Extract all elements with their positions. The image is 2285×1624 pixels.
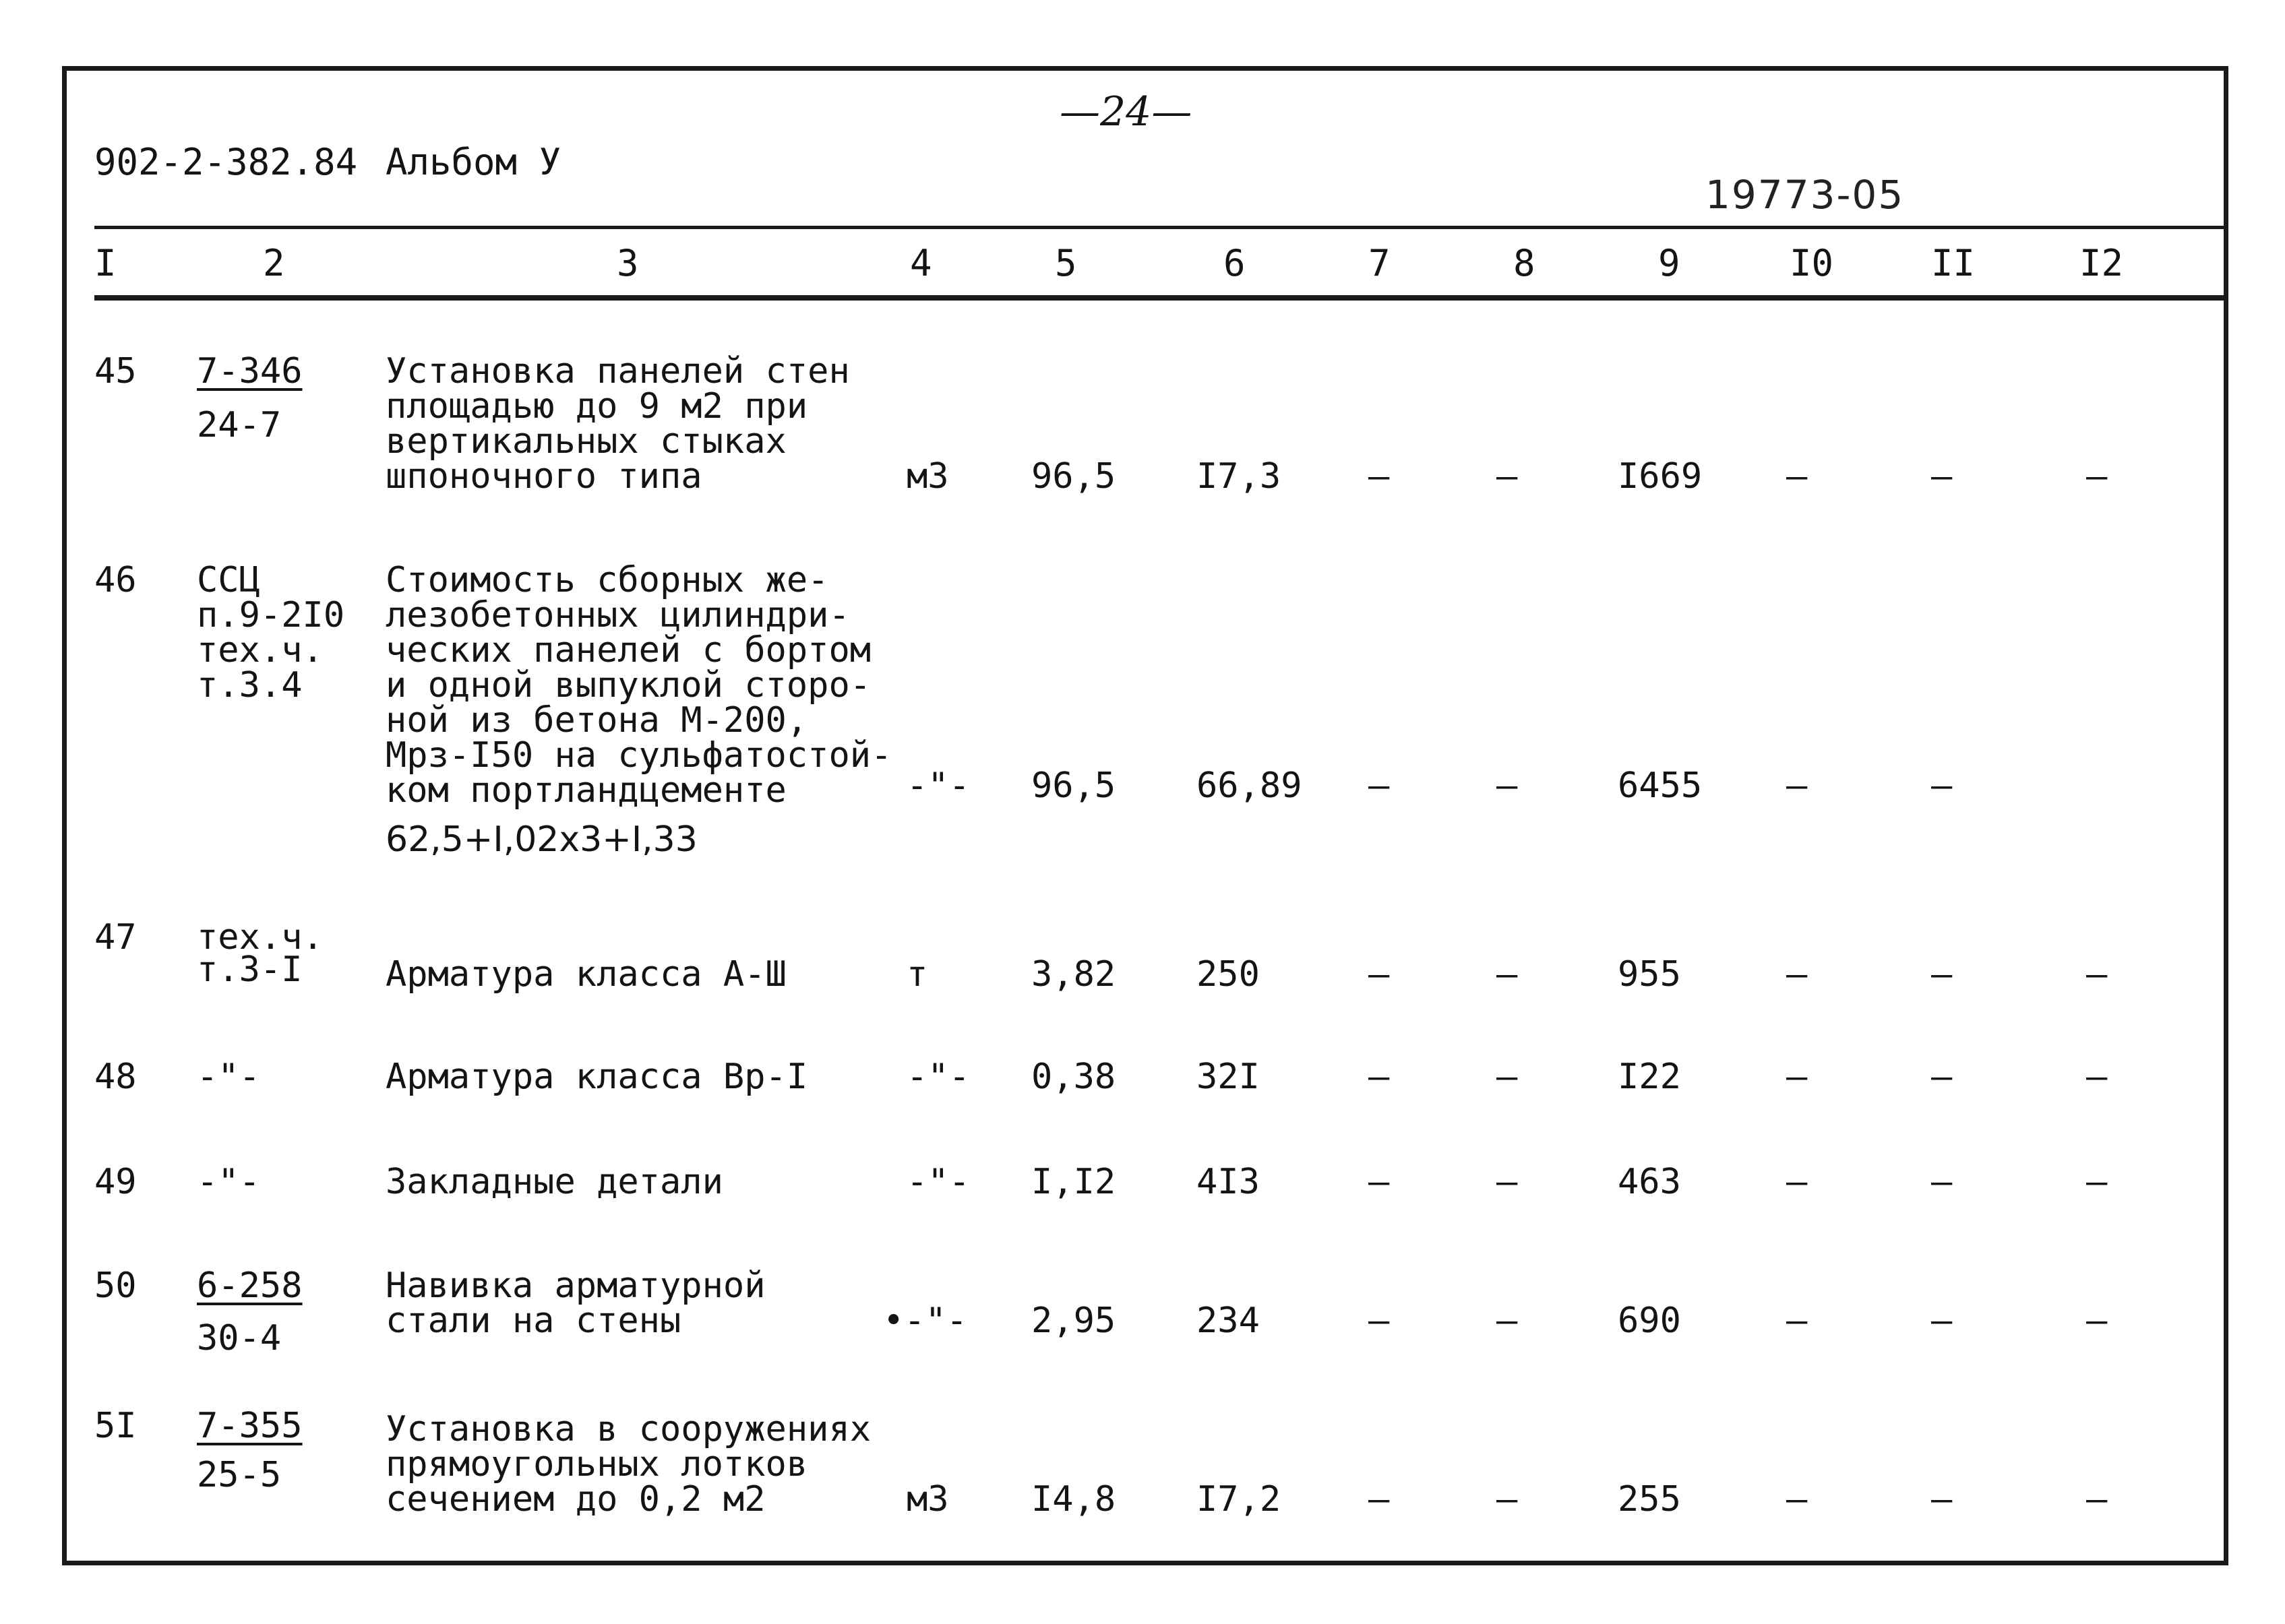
col8-value: – [1496,456,1518,497]
description-line: Мрз-I50 на сульфатостой- [386,735,892,776]
row-number: 50 [94,1266,137,1306]
col7-value: – [1368,1301,1390,1341]
total-cost: I22 [1618,1057,1681,1097]
row-number: 5I [94,1406,137,1446]
col10-value: – [1786,954,1808,995]
col10-value: – [1786,1301,1808,1341]
total-cost: 690 [1618,1301,1681,1341]
registration-number: 19773-05 [1705,172,1905,218]
col-header-3: 3 [617,242,639,284]
ref-code: т.3.4 [197,665,303,706]
ref-code: ССЦ [197,560,260,600]
col-header-11: II [1931,242,1976,284]
total-cost: I669 [1618,456,1703,497]
row-number: 47 [94,917,137,958]
col10-value: – [1786,1057,1808,1097]
col10-value: – [1786,456,1808,497]
unit-price: 4I3 [1196,1162,1260,1202]
col7-value: – [1368,954,1390,995]
col8-value: – [1496,1479,1518,1520]
description-line: Арматура класса Вр-I [386,1057,808,1097]
col12-value: – [2086,1162,2108,1202]
ref-code-sub: 30-4 [197,1318,282,1358]
unit: -"- [907,1162,970,1202]
row-number: 48 [94,1057,137,1097]
quantity: 96,5 [1031,456,1116,497]
ref-code: 7-346 [197,351,303,392]
description-line: Навивка арматурной [386,1266,766,1306]
col-header-9: 9 [1658,242,1680,284]
col12-value: – [2086,456,2108,497]
description-line: лезобетонных цилиндри- [386,595,850,635]
quantity: I4,8 [1031,1479,1116,1520]
header-top-rule [94,226,2228,229]
unit: -"- [907,766,970,806]
col11-value: – [1931,766,1953,806]
col8-value: – [1496,766,1518,806]
description-line: Установка панелей стен [386,351,850,392]
description-line: вертикальных стыках [386,421,787,462]
col7-value: – [1368,1057,1390,1097]
col10-value: – [1786,766,1808,806]
col11-value: – [1931,1479,1953,1520]
col-header-12: I2 [2079,242,2124,284]
description-line: прямоугольных лотков [386,1444,808,1485]
description-line: стали на стены [386,1301,681,1341]
col-header-1: I [94,242,117,284]
description-line: ной из бетона М-200, [386,700,808,741]
unit: т [907,954,928,995]
description-line: Закладные детали [386,1162,723,1202]
col11-value: – [1931,456,1953,497]
description-line: и одной выпуклой сторо- [386,665,872,706]
unit: м3 [907,1479,949,1520]
total-cost: 255 [1618,1479,1681,1520]
col12-value: – [2086,1057,2108,1097]
description-line: ком портландцементе [386,770,787,811]
total-cost: 955 [1618,954,1681,995]
ref-code: -"- [197,1057,260,1097]
document-code: 902-2-382.84 [94,141,358,183]
col7-value: – [1368,456,1390,497]
header-bottom-rule [94,295,2228,301]
unit-price: I7,3 [1196,456,1281,497]
ref-code: т.3-I [197,949,303,990]
unit: -"- [907,1057,970,1097]
ref-code: -"- [197,1162,260,1202]
description-line: площадью до 9 м2 при [386,386,808,427]
unit-price: 234 [1196,1301,1260,1341]
unit-price: 32I [1196,1057,1260,1097]
album-label: Альбом У [386,141,561,183]
col-header-8: 8 [1513,242,1535,284]
unit: •-"- [883,1301,968,1341]
row-number: 45 [94,351,137,392]
col-header-10: I0 [1790,242,1834,284]
unit-price: 66,89 [1196,766,1302,806]
col-header-5: 5 [1055,242,1077,284]
description-line: Арматура класса А-Ш [386,954,787,995]
col11-value: – [1931,954,1953,995]
total-cost: 463 [1618,1162,1681,1202]
row-number: 46 [94,560,137,600]
page-number: —24— [1060,88,1192,135]
col7-value: – [1368,766,1390,806]
ref-code: тех.ч. [197,917,324,958]
description-line: шпоночного типа [386,456,702,497]
col12-value: – [2086,1479,2108,1520]
quantity: 0,38 [1031,1057,1116,1097]
col7-value: – [1368,1162,1390,1202]
description-line: ческих панелей с бортом [386,630,872,670]
col10-value: – [1786,1162,1808,1202]
unit-price: I7,2 [1196,1479,1281,1520]
price-calculation: 62,5+I,02х3+I,33 [386,819,698,860]
col-header-4: 4 [910,242,932,284]
col12-value: – [2086,1301,2108,1341]
col10-value: – [1786,1479,1808,1520]
col-header-6: 6 [1223,242,1246,284]
unit-price: 250 [1196,954,1260,995]
col11-value: – [1931,1301,1953,1341]
col7-value: – [1368,1479,1390,1520]
col8-value: – [1496,1301,1518,1341]
col11-value: – [1931,1057,1953,1097]
col8-value: – [1496,954,1518,995]
col8-value: – [1496,1162,1518,1202]
ref-code-sub: 25-5 [197,1455,282,1495]
description-line: сечением до 0,2 м2 [386,1479,766,1520]
ref-code: 7-355 [197,1406,303,1446]
ref-code: п.9-2I0 [197,595,345,635]
quantity: 3,82 [1031,954,1116,995]
col11-value: – [1931,1162,1953,1202]
quantity: I,I2 [1031,1162,1116,1202]
quantity: 96,5 [1031,766,1116,806]
col12-value: – [2086,954,2108,995]
ref-code-sub: 24-7 [197,405,282,445]
ref-code: тех.ч. [197,630,324,670]
unit: м3 [907,456,949,497]
col8-value: – [1496,1057,1518,1097]
ref-code: 6-258 [197,1266,303,1306]
description-line: Установка в сооружениях [386,1409,872,1449]
row-number: 49 [94,1162,137,1202]
quantity: 2,95 [1031,1301,1116,1341]
description-line: Стоимость сборных же- [386,560,829,600]
col-header-2: 2 [263,242,285,284]
total-cost: 6455 [1618,766,1703,806]
col-header-7: 7 [1368,242,1391,284]
